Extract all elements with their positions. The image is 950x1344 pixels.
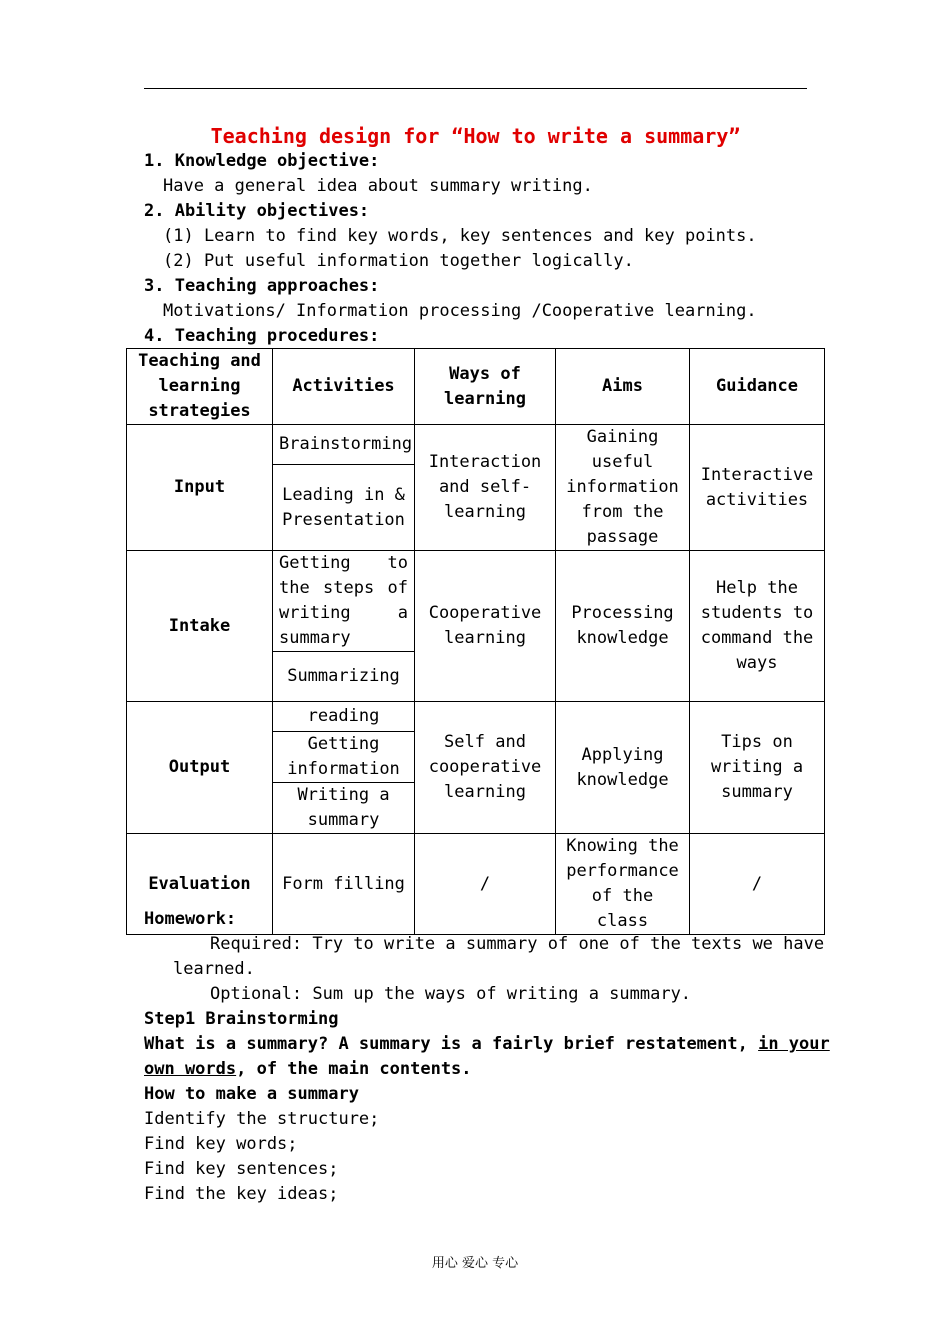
section-ability-heading: 2. Ability objectives: <box>144 201 370 221</box>
input-activity-2: Leading in & Presentation <box>273 465 415 551</box>
input-guidance: Interactive activities <box>690 425 825 551</box>
evaluation-activity: Form filling <box>273 834 415 935</box>
page-footer: 用心 爱心 专心 <box>431 1256 519 1271</box>
section-approaches-heading: 3. Teaching approaches: <box>144 276 380 296</box>
procedures-table <box>126 348 825 935</box>
ability-item-1: (1) Learn to find key words, key sentences and key points. <box>163 226 757 246</box>
step1-question-line1 <box>144 1032 830 1057</box>
output-activity-1: reading <box>273 702 415 732</box>
evaluation-aims: Knowing the performance of the class <box>556 834 690 935</box>
row-label-input: Input <box>127 425 273 551</box>
header-ways: Ways of learning <box>415 349 556 425</box>
table-row-output <box>127 702 825 732</box>
homework-required-line1: Required: Try to write a summary of one of the texts we have <box>210 934 825 954</box>
header-rule <box>144 88 807 89</box>
row-label-intake: Intake <box>127 551 273 702</box>
how-heading: How to make a summary <box>144 1084 359 1104</box>
input-aims: Gaining useful information from the passage <box>556 425 690 551</box>
intake-activity-2: Summarizing <box>273 652 415 702</box>
input-activity-1: Brainstorming <box>273 425 415 465</box>
step1-underlined-2: own words <box>144 1059 237 1079</box>
section-approaches-text: Motivations/ Information processing /Cooperative learning. <box>163 301 757 321</box>
output-ways: Self and cooperative learning <box>415 702 556 834</box>
row-label-output: Output <box>127 702 273 834</box>
output-aims: Applying knowledge <box>556 702 690 834</box>
how-item: Identify the structure; <box>144 1109 380 1129</box>
intake-ways: Cooperative learning <box>415 551 556 702</box>
table-header-row <box>127 349 825 425</box>
intake-activity-1: Getting to the steps of writing a summary <box>273 551 415 652</box>
section-procedures-heading: 4. Teaching procedures: <box>144 326 380 346</box>
page-title: Teaching design for “How to write a summary” <box>210 124 741 148</box>
step1-heading: Step1 Brainstorming <box>144 1009 339 1029</box>
step1-question-line2 <box>144 1057 472 1082</box>
header-strategies: Teaching and learning strategies <box>127 349 273 425</box>
table-row-intake <box>127 551 825 652</box>
section-knowledge-heading: 1. Knowledge objective: <box>144 151 380 171</box>
homework-heading: Homework: <box>144 909 237 929</box>
how-item: Find key words; <box>144 1134 298 1154</box>
homework-optional: Optional: Sum up the ways of writing a summary. <box>210 984 692 1004</box>
evaluation-guidance: / <box>690 834 825 935</box>
header-guidance: Guidance <box>690 349 825 425</box>
step1-question-tail: , of the main contents. <box>236 1059 472 1079</box>
evaluation-ways: / <box>415 834 556 935</box>
row-label-evaluation: Evaluation <box>127 834 273 935</box>
intake-aims: Processing knowledge <box>556 551 690 702</box>
section-knowledge-text: Have a general idea about summary writing. <box>163 176 593 196</box>
output-guidance: Tips on writing a summary <box>690 702 825 834</box>
ability-item-2: (2) Put useful information together logically. <box>163 251 634 271</box>
output-activity-3: Writing a summary <box>273 783 415 834</box>
table-row-input <box>127 425 825 465</box>
header-aims: Aims <box>556 349 690 425</box>
how-item: Find key sentences; <box>144 1159 339 1179</box>
header-activities: Activities <box>273 349 415 425</box>
step1-underlined-1: in your <box>758 1034 830 1054</box>
output-activity-2: Getting information <box>273 732 415 783</box>
step1-question-text: What is a summary? A summary is a fairly brief restatement, <box>144 1034 759 1054</box>
intake-guidance: Help the students to command the ways <box>690 551 825 702</box>
homework-required-line2: learned. <box>173 959 255 979</box>
input-ways: Interaction and self-learning <box>415 425 556 551</box>
how-item: Find the key ideas; <box>144 1184 339 1204</box>
